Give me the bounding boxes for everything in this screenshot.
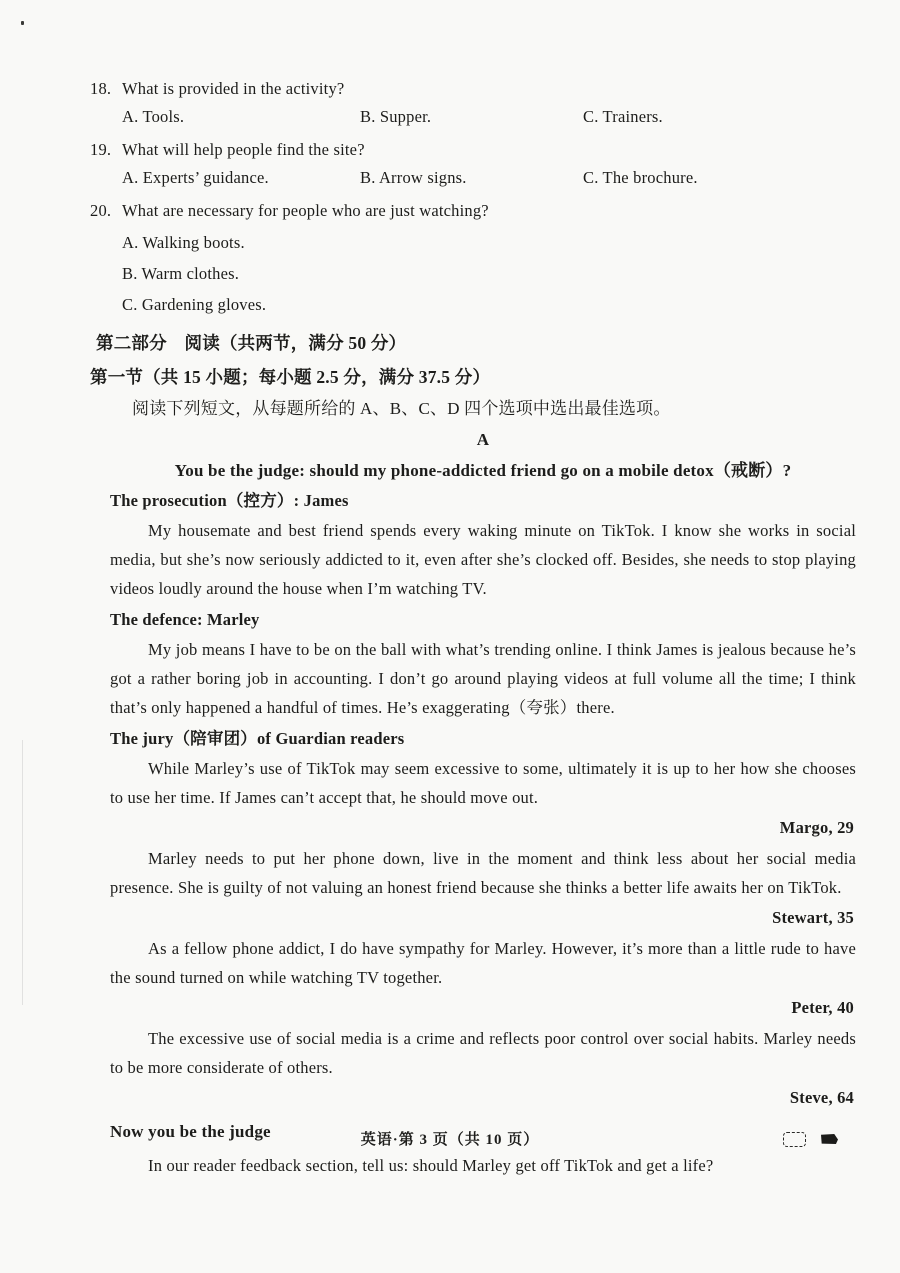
question-number: 20. [90,201,112,220]
reading-instructions: 阅读下列短文，从每题所给的 A、B、C、D 四个选项中选出最佳选项。 [132,399,671,418]
jury-comment [110,934,856,1022]
prosecution-heading: The prosecution（控方）: James [110,491,349,510]
option-c: C. Gardening gloves. [122,295,267,314]
prosecution-paragraph: My housemate and best friend spends every waking minute on TikTok. I know she works in social media, but she’s now seriously addicted to it, even after she’s clocked off. Besides, she needs to stop playing videos loudly around the house when I’m watching TV. [110,521,856,598]
jury-comment-signature: Margo, 29 [779,818,854,837]
jury-comment-signature: Steve, 64 [789,1088,854,1107]
jury-comment-text: While Marley’s use of TikTok may seem excessive to some, ultimately it is up to her how she chooses to use her time. If James can’t accept that, he should move out. [110,759,856,807]
jury-heading: The jury（陪审团）of Guardian readers [110,729,405,748]
question-text: What will help people find the site? [122,140,365,159]
question-18 [90,76,858,129]
listening-questions-section [90,76,858,316]
question-text: What are necessary for people who are just watching? [122,201,489,220]
question-line [90,198,858,223]
jury-comment-text: The excessive use of social media is a crime and reflects poor control over social habits. Marley needs to be more considerate of others. [110,1029,856,1077]
question-20 [90,198,858,316]
jury-comment-text: As a fellow phone addict, I do have sympathy for Marley. However, it’s more than a little rude to have the sound turned on while watching TV together. [110,939,856,987]
option-b: B. Supper. [360,107,432,126]
jury-comment [110,844,856,932]
question-number: 18. [90,79,112,98]
option-a: A. Tools. [122,107,185,126]
jury-comment-text: Marley needs to put her phone down, live in the moment and think less about her social media presence. She is guilty of not valuing an honest friend because she thinks a better life awaits her on TikTok. [110,849,856,897]
part-two-header: 第二部分 阅读（共两节，满分 50 分） [96,333,407,353]
closing-text: In our reader feedback section, tell us: should Marley get off TikTok and get a life? [148,1156,714,1175]
section-one-header: 第一节（共 15 小题；每小题 2.5 分，满分 37.5 分） [90,367,491,387]
page-number-footer: 英语·第 3 页（共 10 页） [360,1132,540,1148]
question-line [90,137,858,162]
defence-heading: The defence: Marley [110,610,260,629]
print-registration-mark-dashed [783,1132,806,1147]
options-row [122,104,858,129]
question-text: What is provided in the activity? [122,79,345,98]
option-a: A. Experts’ guidance. [122,168,269,187]
question-line [90,76,858,101]
jury-comment [110,754,856,842]
passage-label: A [476,430,490,449]
options-row [122,165,858,190]
defence-paragraph: My job means I have to be on the ball with what’s trending online. I think James is jealous because he’s got a rather boring job in accounting. I don’t go around playing videos at full volume all the time; I think that’s only happened a handful of times. He’s exaggerating（夸张）there. [110,640,856,717]
option-c: C. Trainers. [583,107,663,126]
closing-heading: Now you be the judge [110,1122,271,1141]
passage-title: You be the judge: should my phone-addicted friend go on a mobile detox（戒断）? [174,461,792,480]
option-b: B. Arrow signs. [360,168,467,187]
jury-comment-signature: Stewart, 35 [772,908,854,927]
question-number: 19. [90,140,112,159]
jury-comment [110,1024,856,1112]
option-a: A. Walking boots. [122,233,245,252]
question-19 [90,137,858,190]
passage-a [110,428,856,1180]
option-c: C. The brochure. [583,168,698,187]
jury-comment-signature: Peter, 40 [791,998,854,1017]
option-b: B. Warm clothes. [122,264,240,283]
